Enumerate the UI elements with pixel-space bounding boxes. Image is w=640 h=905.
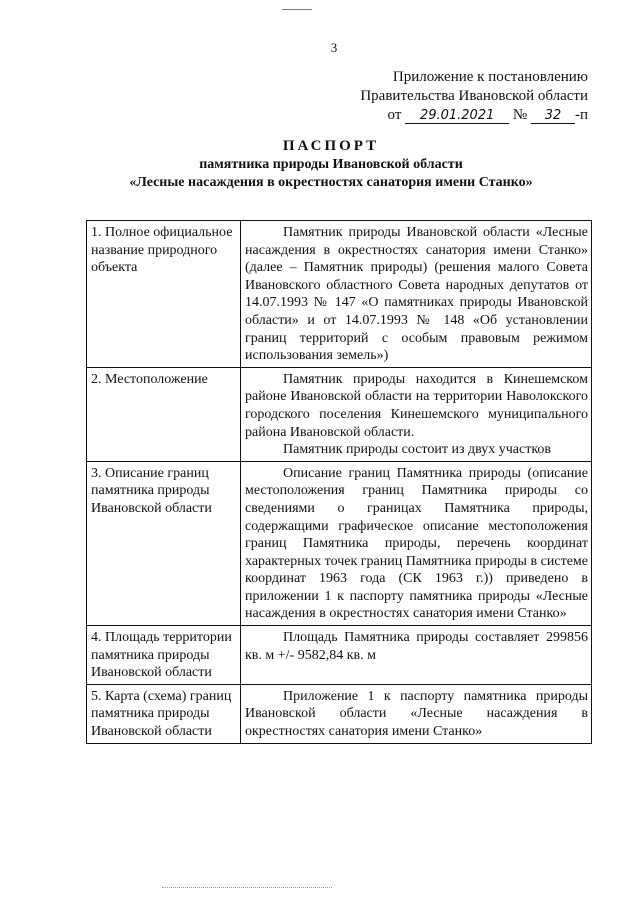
table-row <box>87 367 592 461</box>
row-label-map: 5. Карта (схема) границ памятника природы Ивановской области <box>87 684 241 743</box>
value-paragraph: Приложение 1 к паспорту памятника природы Ивановской области «Лесные насаждения в окрестностях санатория имени Станко» <box>245 688 588 740</box>
row-value-boundaries <box>241 461 592 625</box>
row-label-boundaries: 3. Описание границ памятника природы Ивановской области <box>87 461 241 625</box>
row-value-map <box>241 684 592 743</box>
handwritten-date: 29.01.2021 <box>405 108 509 124</box>
passport-title: ПАСПОРТ <box>282 138 380 154</box>
value-paragraph: Описание границ Памятника природы (описание местоположения границ Памятника природы со сведениями о границах Памятника природы, содержащими графическое описание местоположения границ Памятника природы, перечень координат характерных точек границ Памятника природы в системе координат 1963 года (СК 1963 г.)) приведено в приложении 1 к паспорту памятника природы «Лесные насаждения в окрестностях санатория имени Станко» <box>245 465 588 622</box>
row-value-area <box>241 626 592 685</box>
passport-table <box>86 220 592 744</box>
appendix-line-2: Правительства Ивановской области <box>360 88 588 104</box>
date-prefix: от <box>387 107 402 123</box>
number-prefix: № <box>512 107 528 123</box>
row-label-full-name: 1. Полное официальное название природного объекта <box>87 221 241 368</box>
passport-subtitle: памятника природы Ивановской области <box>199 157 463 172</box>
table-row <box>87 626 592 685</box>
table-row <box>87 221 592 368</box>
row-value-full-name <box>241 221 592 368</box>
top-edge-mark <box>282 9 312 10</box>
number-suffix: -п <box>574 107 588 123</box>
appendix-line-1: Приложение к постановлению <box>392 69 588 85</box>
value-paragraph: Памятник природы находится в Кинешемском районе Ивановской области на территории Наволокского городского поселения Кинешемского муниципального района Ивановской области. <box>245 371 588 440</box>
footer-scan-artifact <box>162 887 332 890</box>
value-paragraph: Памятник природы Ивановской области «Лесные насаждения в окрестностях санатория имени Станко» (далее – Памятник природы) (решения малого Совета Ивановского областного Совета народных депутатов от 14.07.1993 № 147 «О памятниках природы Ивановской области» и от 14.07.1993 № 148 «Об установлении границ территорий с особым правовым режимом использования земель») <box>245 225 588 364</box>
table-row <box>87 461 592 625</box>
appendix-date-line <box>328 106 588 125</box>
value-paragraph: Площадь Памятника природы составляет 299856 кв. м +/- 9582,84 кв. м <box>245 630 588 663</box>
value-paragraph: Памятник природы состоит из двух участков <box>283 442 552 458</box>
appendix-block <box>328 68 588 125</box>
handwritten-number: 32 <box>531 108 575 124</box>
row-value-location <box>241 367 592 461</box>
row-label-area: 4. Площадь территории памятника природы Ивановской области <box>87 626 241 685</box>
table-row <box>87 684 592 743</box>
page-number: 3 <box>330 40 338 55</box>
row-label-location: 2. Местоположение <box>87 367 241 461</box>
passport-object-name: «Лесные насаждения в окрестностях санатория имени Станко» <box>129 175 533 190</box>
